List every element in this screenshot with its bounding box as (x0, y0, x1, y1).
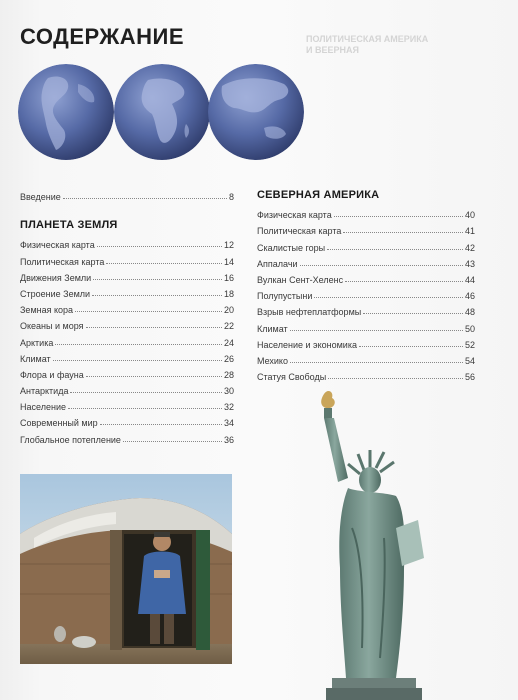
toc-entry-label: Земная кора (20, 305, 74, 316)
leader-dots (63, 198, 227, 199)
leader-dots (290, 362, 463, 363)
toc-entry[interactable] (20, 364, 234, 380)
toc-right-column (257, 186, 475, 382)
toc-entry[interactable] (257, 350, 475, 366)
statue-of-liberty-photo (300, 388, 450, 700)
leader-dots (68, 408, 222, 409)
leader-dots (100, 424, 222, 425)
toc-entry-label: Арктика (20, 337, 54, 348)
toc-entry-label: Аппалачи (257, 258, 298, 269)
leader-dots (328, 378, 463, 379)
toc-entry-page: 56 (464, 372, 475, 383)
toc-entry-page: 46 (464, 291, 475, 302)
leader-dots (53, 360, 222, 361)
toc-entry-page: 36 (223, 434, 234, 445)
toc-entry[interactable] (20, 396, 234, 412)
toc-entry-page: 26 (223, 353, 234, 364)
toc-entry-page: 42 (464, 242, 475, 253)
leader-dots (86, 376, 222, 377)
toc-entry[interactable] (20, 299, 234, 315)
toc-entry-page: 16 (223, 272, 234, 283)
toc-entry-label: Флора и фауна (20, 369, 84, 380)
toc-entry[interactable] (20, 348, 234, 364)
toc-entry-page: 22 (223, 321, 234, 332)
spacer (20, 202, 234, 216)
yurt-photo (20, 474, 232, 664)
toc-entry-page: 28 (223, 369, 234, 380)
toc-entry[interactable] (20, 250, 234, 266)
toc-entry-page: 52 (464, 339, 475, 350)
toc-entry-label: Глобальное потепление (20, 434, 121, 445)
toc-entry-page: 54 (464, 355, 475, 366)
leader-dots (106, 263, 222, 264)
section-heading-north-america: СЕВЕРНАЯ АМЕРИКА (257, 189, 380, 201)
toc-entry-label: Физическая карта (257, 210, 332, 221)
toc-entry-label: Движения Земли (20, 272, 92, 283)
toc-entry-label: Скалистые горы (257, 242, 326, 253)
leader-dots (345, 281, 463, 282)
toc-entry-label: Население (20, 402, 66, 413)
globe-asia-icon (208, 64, 304, 160)
toc-entry[interactable] (257, 236, 475, 252)
globes-illustration (18, 64, 308, 162)
toc-entry-page: 14 (223, 256, 234, 267)
toc-entry-label: Антарктида (20, 386, 69, 397)
toc-entry-label: Современный мир (20, 418, 98, 429)
leader-dots (55, 344, 222, 345)
toc-entry-label: Население и экономика (257, 339, 357, 350)
leader-dots (75, 311, 222, 312)
globe-americas-icon (18, 64, 114, 160)
leader-dots (334, 216, 463, 217)
toc-entry-page: 50 (464, 323, 475, 334)
toc-entry-page: 24 (223, 337, 234, 348)
leader-dots (92, 295, 222, 296)
toc-entry[interactable] (20, 428, 234, 444)
toc-entry-page: 32 (223, 402, 234, 413)
toc-entry[interactable] (20, 331, 234, 347)
leader-dots (97, 246, 222, 247)
page-title: СОДЕРЖАНИЕ (20, 24, 185, 49)
toc-entry-label: Океаны и моря (20, 321, 84, 332)
leader-dots (123, 441, 222, 442)
globe-africa-icon (114, 64, 210, 160)
toc-entry[interactable] (257, 204, 475, 220)
toc-entry[interactable] (257, 301, 475, 317)
toc-entry[interactable] (20, 234, 234, 250)
leader-dots (314, 297, 463, 298)
leader-dots (300, 265, 463, 266)
toc-entry-page: 20 (223, 305, 234, 316)
toc-entry[interactable] (20, 267, 234, 283)
toc-entry-page: 30 (223, 386, 234, 397)
toc-entry-page: 41 (464, 226, 475, 237)
leader-dots (327, 249, 463, 250)
section-heading-planet: ПЛАНЕТА ЗЕМЛЯ (20, 219, 118, 232)
toc-entry-page: 12 (223, 240, 234, 251)
toc-entry-label: Введение (20, 192, 61, 203)
toc-entry-label: Политическая карта (20, 256, 105, 267)
toc-entry[interactable] (257, 317, 475, 333)
leader-dots (290, 330, 463, 331)
leader-dots (359, 346, 463, 347)
toc-left-column (20, 186, 234, 445)
toc-entry-label: Полупустыни (257, 291, 313, 302)
toc-entry-page: 18 (223, 288, 234, 299)
toc-entry[interactable] (257, 269, 475, 285)
toc-entry[interactable] (20, 315, 234, 331)
leader-dots (70, 392, 222, 393)
toc-entry[interactable] (20, 380, 234, 396)
toc-entry[interactable] (257, 334, 475, 350)
leader-dots (363, 313, 463, 314)
toc-entry-label: Физическая карта (20, 240, 95, 251)
toc-entry[interactable] (257, 253, 475, 269)
bleed-through-text: ПОЛИТИЧЕСКАЯ АМЕРИКА И ВЕЕРНАЯ (306, 34, 429, 55)
toc-entry-label: Мехико (257, 355, 288, 366)
toc-entry[interactable] (20, 412, 234, 428)
toc-entry-label: Взрыв нефтеплатформы (257, 307, 362, 318)
toc-entry-label: Климат (20, 353, 51, 364)
leader-dots (343, 232, 463, 233)
leader-dots (93, 279, 222, 280)
toc-entry-intro[interactable] (20, 186, 234, 202)
toc-entry-page: 8 (228, 192, 234, 203)
toc-entry[interactable] (20, 283, 234, 299)
toc-entry-label: Климат (257, 323, 288, 334)
toc-entry-label: Политическая карта (257, 226, 342, 237)
toc-entry[interactable] (257, 366, 475, 382)
toc-entry-label: Вулкан Сент-Хеленс (257, 274, 344, 285)
toc-entry[interactable] (257, 220, 475, 236)
toc-entry-page: 40 (464, 210, 475, 221)
toc-entry-page: 34 (223, 418, 234, 429)
toc-entry-page: 43 (464, 258, 475, 269)
toc-entry-label: Строение Земли (20, 288, 91, 299)
toc-entry[interactable] (257, 285, 475, 301)
toc-entry-label: Статуя Свободы (257, 372, 327, 383)
toc-entry-page: 44 (464, 274, 475, 285)
toc-entry-page: 48 (464, 307, 475, 318)
leader-dots (86, 327, 222, 328)
